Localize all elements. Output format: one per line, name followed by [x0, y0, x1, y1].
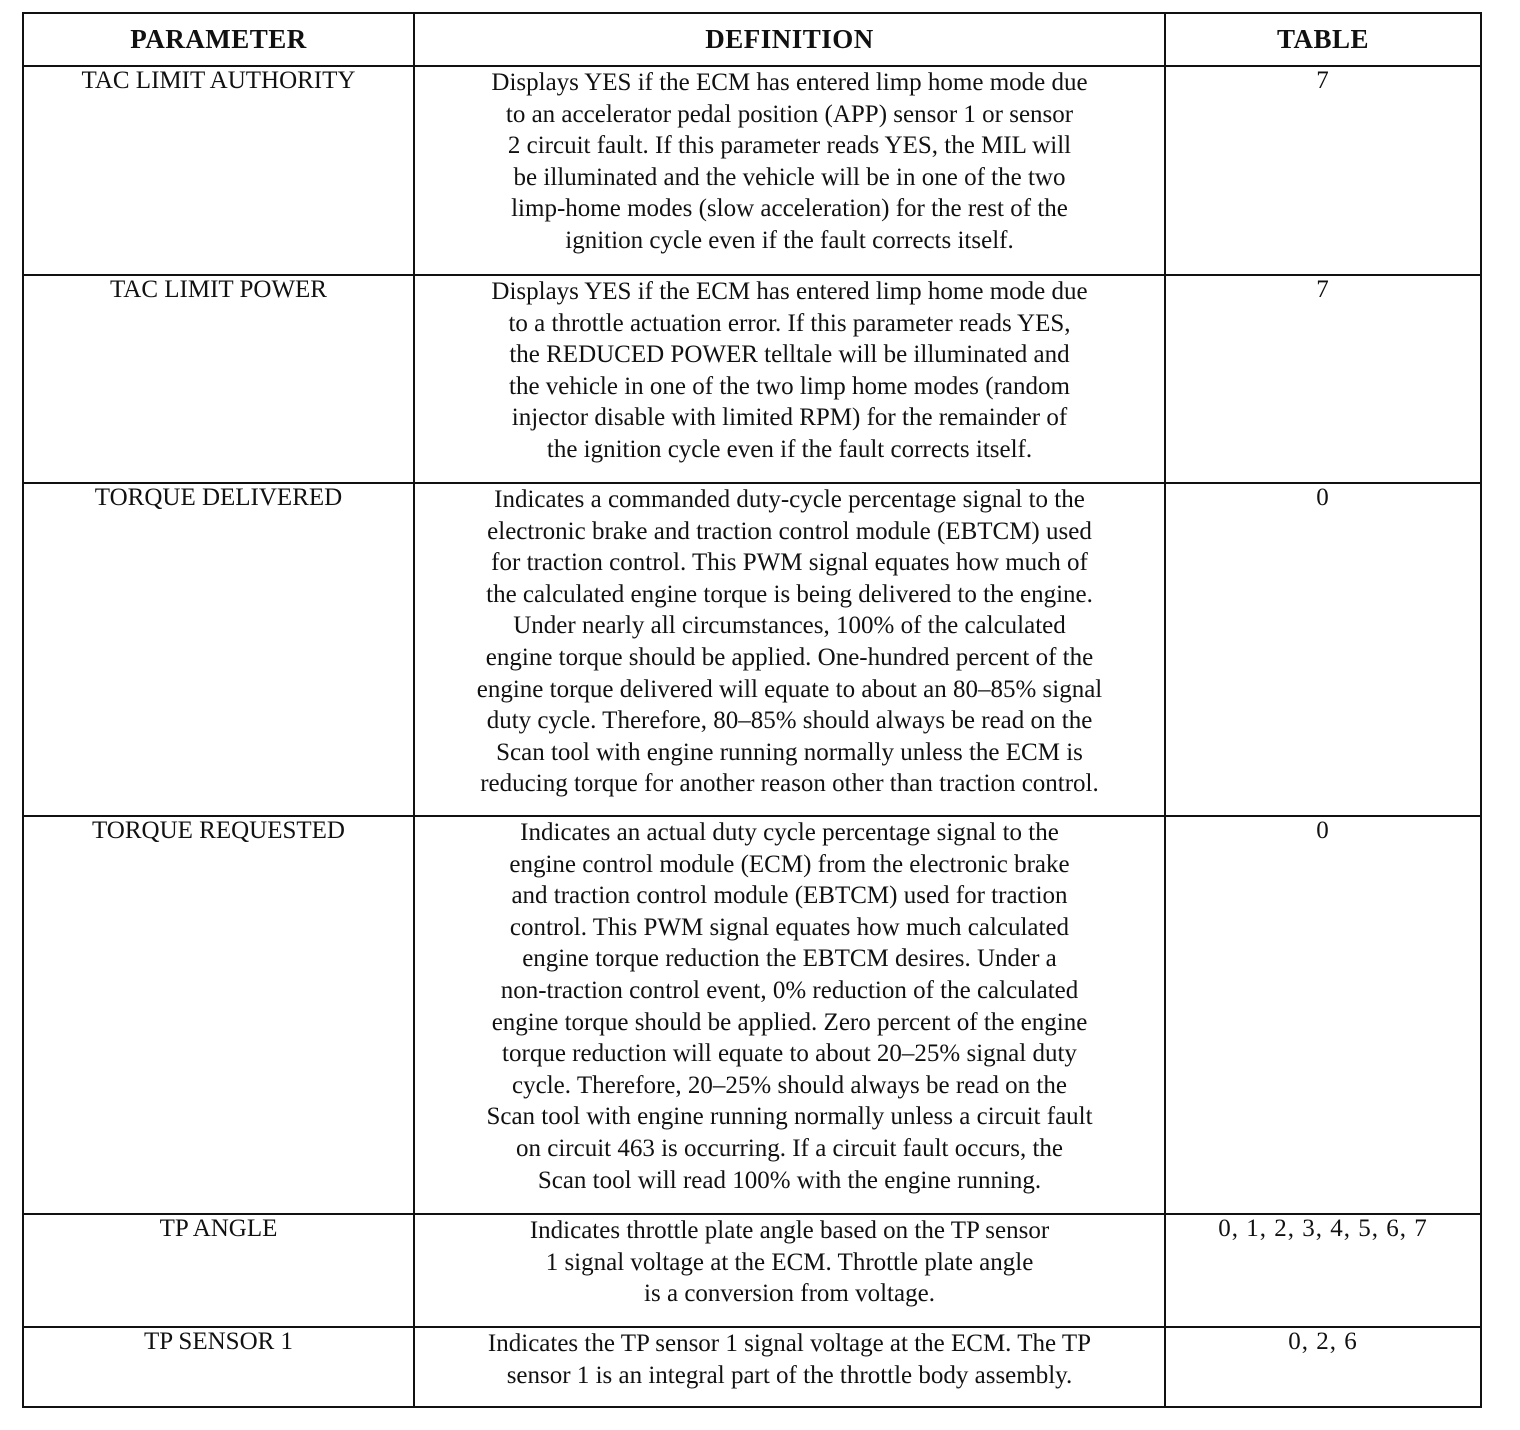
header-row	[23, 13, 1481, 66]
definition-cell	[414, 483, 1165, 816]
definition-line: cycle. Therefore, 20–25% should always be read on the	[512, 1071, 1067, 1099]
parameter-cell: TAC LIMIT POWER	[23, 275, 414, 483]
definition-line: injector disable with limited RPM) for the remainder of	[511, 404, 1068, 432]
table-row	[23, 816, 1481, 1214]
definition-line: non-traction control event, 0% reduction of the calculated	[500, 976, 1079, 1004]
table-row	[23, 66, 1481, 275]
table-ref-cell: 7	[1165, 275, 1481, 483]
parameter-cell: TP SENSOR 1	[23, 1327, 414, 1407]
definition-line: sensor 1 is an integral part of the throttle body assembly.	[506, 1361, 1073, 1389]
definition-cell	[414, 275, 1165, 483]
definition-line: the REDUCED POWER telltale will be illuminated and	[509, 341, 1070, 369]
definition-line: engine torque should be applied. Zero percent of the engine	[491, 1008, 1088, 1036]
definition-line: reducing torque for another reason other than traction control.	[480, 770, 1099, 798]
definition-line: limp-home modes (slow acceleration) for the rest of the	[511, 195, 1068, 223]
definition-line: Scan tool will read 100% with the engine running.	[537, 1166, 1042, 1194]
definition-line: and traction control module (EBTCM) used for traction	[511, 882, 1068, 910]
definition-cell	[414, 816, 1165, 1214]
definition-line: Indicates a commanded duty-cycle percentage signal to the	[494, 486, 1085, 513]
header-definition: DEFINITION	[414, 13, 1165, 66]
definition-line: engine torque reduction the EBTCM desires. Under a	[522, 945, 1057, 973]
definition-cell	[414, 66, 1165, 275]
definition-line: be illuminated and the vehicle will be in one of the two	[513, 163, 1066, 191]
table-ref-cell: 0	[1165, 483, 1481, 816]
definition-line: Scan tool with engine running normally unless a circuit fault	[486, 1103, 1093, 1131]
table-row	[23, 275, 1481, 483]
definition-line: Displays YES if the ECM has entered limp home mode due	[491, 69, 1088, 96]
definition-line: Indicates the TP sensor 1 signal voltage at the ECM. The TP	[487, 1330, 1092, 1357]
definition-cell	[414, 1327, 1165, 1407]
definition-line: ignition cycle even if the fault corrects itself.	[565, 226, 1014, 254]
definition-line: for traction control. This PWM signal equates how much of	[491, 549, 1088, 577]
definition-line: engine control module (ECM) from the electronic brake	[509, 850, 1070, 878]
header-table: TABLE	[1165, 13, 1481, 66]
definition-line: torque reduction will equate to about 20–25% signal duty	[502, 1040, 1077, 1068]
table-row	[23, 1327, 1481, 1407]
definition-line: to a throttle actuation error. If this parameter reads YES,	[508, 309, 1071, 337]
header-parameter: PARAMETER	[23, 13, 414, 66]
parameter-cell: TORQUE REQUESTED	[23, 816, 414, 1214]
definition-line: to an accelerator pedal position (APP) sensor 1 or sensor	[505, 100, 1074, 128]
definition-line: the ignition cycle even if the fault corrects itself.	[546, 435, 1033, 463]
parameter-cell: TORQUE DELIVERED	[23, 483, 414, 816]
definition-line: is a conversion from voltage.	[644, 1280, 935, 1308]
parameter-cell: TP ANGLE	[23, 1214, 414, 1327]
parameter-table	[22, 12, 1482, 1408]
definition-line: Scan tool with engine running normally unless the ECM is	[496, 738, 1083, 766]
table-ref-cell: 0, 2, 6	[1165, 1327, 1481, 1407]
definition-line: Under nearly all circumstances, 100% of the calculated	[513, 612, 1066, 640]
definition-line: Displays YES if the ECM has entered limp home mode due	[491, 278, 1088, 305]
table-row	[23, 483, 1481, 816]
table-ref-cell: 0, 1, 2, 3, 4, 5, 6, 7	[1165, 1214, 1481, 1327]
definition-line: control. This PWM signal equates how much calculated	[509, 913, 1070, 941]
definition-line: the vehicle in one of the two limp home modes (random	[509, 372, 1070, 400]
definition-cell	[414, 1214, 1165, 1327]
definition-line: engine torque delivered will equate to about an 80–85% signal	[476, 675, 1103, 703]
table-row	[23, 1214, 1481, 1327]
definition-line: the calculated engine torque is being delivered to the engine.	[486, 580, 1093, 608]
definition-line: 2 circuit fault. If this parameter reads YES, the MIL will	[507, 132, 1072, 160]
definition-line: duty cycle. Therefore, 80–85% should always be read on the	[486, 707, 1093, 735]
table-ref-cell: 0	[1165, 816, 1481, 1214]
definition-line: electronic brake and traction control module (EBTCM) used	[487, 517, 1092, 545]
definition-line: on circuit 463 is occurring. If a circuit fault occurs, the	[515, 1134, 1064, 1162]
definition-line: 1 signal voltage at the ECM. Throttle plate angle	[545, 1248, 1034, 1276]
definition-line: Indicates an actual duty cycle percentage signal to the	[520, 819, 1059, 846]
definition-line: Indicates throttle plate angle based on the TP sensor	[529, 1217, 1050, 1244]
definition-line: engine torque should be applied. One-hundred percent of the	[485, 643, 1094, 671]
parameter-cell: TAC LIMIT AUTHORITY	[23, 66, 414, 275]
table-ref-cell: 7	[1165, 66, 1481, 275]
